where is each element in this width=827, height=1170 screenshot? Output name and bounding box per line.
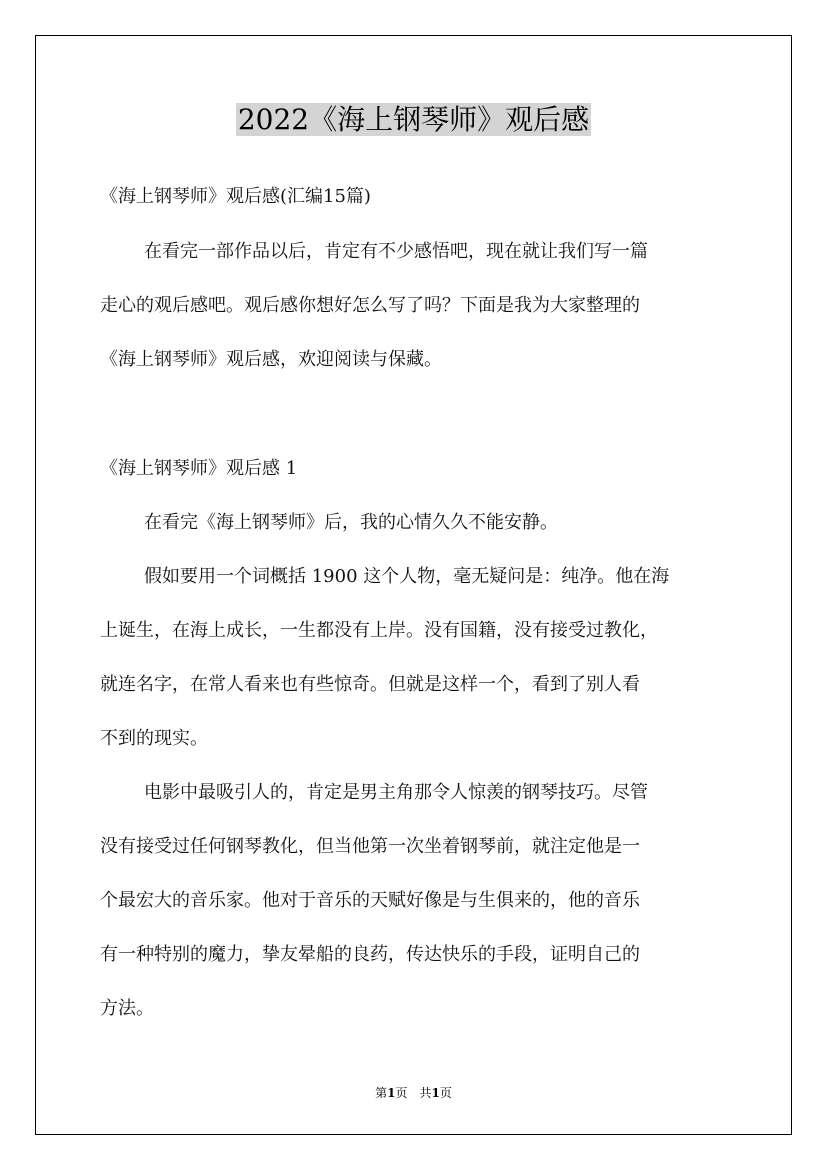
paragraph-1-line-1: 在看完《海上钢琴师》后，我的心情久久不能安静。: [144, 512, 558, 533]
footer-suffix: 页: [439, 1086, 452, 1100]
paragraph-3-line-3: 个最宏大的音乐家。他对于音乐的天赋好像是与生俱来的，他的音乐: [100, 890, 640, 911]
paragraph-3-line-4: 有一种特别的魔力，挚友晕船的良药，传达快乐的手段，证明自己的: [100, 944, 640, 965]
intro-line-3: 《海上钢琴师》观后感，欢迎阅读与保藏。: [100, 349, 442, 370]
paragraph-2-line-3: 就连名字，在常人看来也有些惊奇。但就是这样一个，看到了别人看: [100, 674, 640, 695]
paragraph-2-line-4: 不到的现实。: [100, 728, 208, 749]
section-heading-text: 《海上钢琴师》观后感 1: [100, 458, 298, 479]
intro-line-2: 走心的观后感吧。观后感你想好怎么写了吗？下面是我为大家整理的: [100, 295, 640, 316]
footer-total-pages: 1: [431, 1086, 440, 1100]
page-footer: [0, 1084, 827, 1101]
paragraph-2-line-1: 假如要用一个词概括 1900 这个人物，毫无疑问是：纯净。他在海: [144, 566, 670, 587]
paragraph-3-line-5: 方法。: [100, 998, 154, 1019]
document-title-text: 2022《海上钢琴师》观后感: [237, 103, 590, 136]
subtitle-text: 《海上钢琴师》观后感(汇编15篇): [100, 186, 371, 207]
paragraph-3-line-1: 电影中最吸引人的，肯定是男主角那令人惊羡的钢琴技巧。尽管: [144, 782, 648, 803]
document-title: [0, 100, 827, 140]
footer-prefix: 第: [375, 1086, 388, 1100]
intro-line-1: 在看完一部作品以后，肯定有不少感悟吧，现在就让我们写一篇: [144, 241, 648, 262]
footer-mid: 页 共: [395, 1086, 432, 1100]
footer-page-number: 1: [387, 1086, 396, 1100]
paragraph-3-line-2: 没有接受过任何钢琴教化，但当他第一次坐着钢琴前，就注定他是一: [100, 836, 640, 857]
paragraph-2-line-2: 上诞生，在海上成长，一生都没有上岸。没有国籍，没有接受过教化，: [100, 620, 658, 641]
